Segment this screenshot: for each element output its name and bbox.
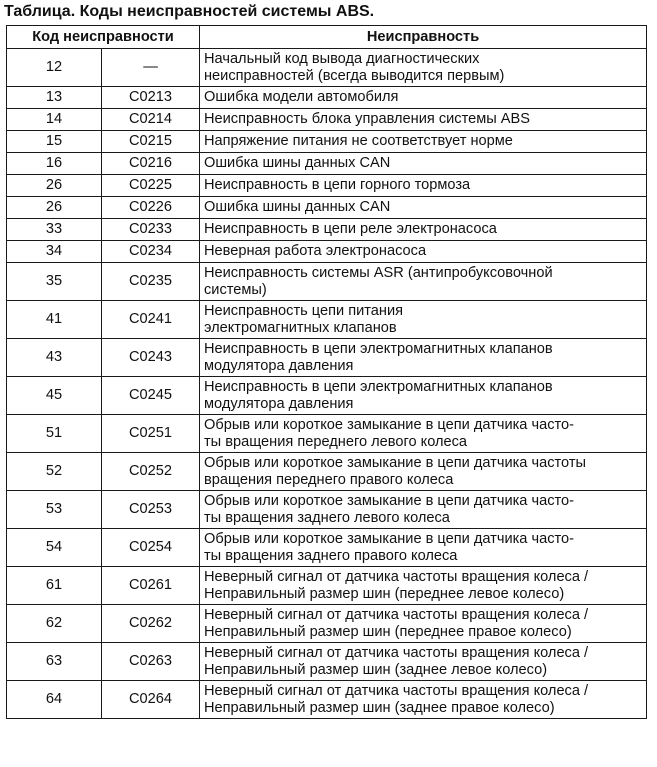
fault-code-cell: C0254 bbox=[102, 529, 200, 567]
fault-description-cell bbox=[200, 301, 647, 339]
row-number-cell: 12 bbox=[7, 49, 102, 87]
fault-description-cell bbox=[200, 415, 647, 453]
table-row bbox=[7, 415, 647, 453]
description-line: ты вращения заднего левого колеса bbox=[204, 509, 450, 526]
header-fault: Неисправность bbox=[200, 26, 647, 49]
row-number-cell: 53 bbox=[7, 491, 102, 529]
description-line: электромагнитных клапанов bbox=[204, 319, 397, 336]
fault-description-cell bbox=[200, 491, 647, 529]
description-line: Обрыв или короткое замыкание в цепи датчика часто- bbox=[204, 530, 574, 547]
description-line: модулятора давления bbox=[204, 395, 354, 412]
fault-code-cell: C0216 bbox=[102, 153, 200, 175]
row-number-cell: 52 bbox=[7, 453, 102, 491]
fault-description-cell bbox=[200, 175, 647, 197]
description-line: Неисправность системы ASR (антипробуксовочной bbox=[204, 264, 553, 281]
fault-codes-table bbox=[6, 25, 647, 719]
fault-description-cell bbox=[200, 453, 647, 491]
fault-code-cell: — bbox=[102, 49, 200, 87]
fault-description-cell bbox=[200, 131, 647, 153]
table-row bbox=[7, 219, 647, 241]
description-line: Неправильный размер шин (переднее правое колесо) bbox=[204, 623, 572, 640]
fault-code-cell: C0253 bbox=[102, 491, 200, 529]
description-line: Обрыв или короткое замыкание в цепи датчика частоты bbox=[204, 454, 586, 471]
table-title: Таблица. Коды неисправностей системы ABS. bbox=[4, 3, 375, 20]
description-line: Неисправность цепи питания bbox=[204, 302, 404, 319]
row-number-cell: 26 bbox=[7, 175, 102, 197]
table-row bbox=[7, 491, 647, 529]
fault-description-cell bbox=[200, 153, 647, 175]
table-row bbox=[7, 109, 647, 131]
fault-code-cell: C0251 bbox=[102, 415, 200, 453]
fault-code-cell: C0226 bbox=[102, 197, 200, 219]
fault-code-cell: C0252 bbox=[102, 453, 200, 491]
row-number-cell: 62 bbox=[7, 605, 102, 643]
fault-description-cell bbox=[200, 605, 647, 643]
description-line: Неисправность в цепи электромагнитных клапанов bbox=[204, 378, 553, 395]
row-number-cell: 26 bbox=[7, 197, 102, 219]
row-number-cell: 15 bbox=[7, 131, 102, 153]
fault-description-cell bbox=[200, 529, 647, 567]
description-line: ты вращения заднего правого колеса bbox=[204, 547, 458, 564]
fault-description-cell bbox=[200, 377, 647, 415]
description-line: Неправильный размер шин (переднее левое колесо) bbox=[204, 585, 565, 602]
row-number-cell: 54 bbox=[7, 529, 102, 567]
description-line: Неверная работа электронасоса bbox=[204, 243, 427, 259]
description-line: Неверный сигнал от датчика частоты вращения колеса / bbox=[204, 644, 589, 661]
description-line: Обрыв или короткое замыкание в цепи датчика часто- bbox=[204, 416, 574, 433]
table-row bbox=[7, 241, 647, 263]
description-line: Неверный сигнал от датчика частоты вращения колеса / bbox=[204, 568, 589, 585]
description-line: неисправностей (всегда выводится первым) bbox=[204, 67, 505, 84]
row-number-cell: 41 bbox=[7, 301, 102, 339]
fault-description-cell bbox=[200, 109, 647, 131]
table-row bbox=[7, 605, 647, 643]
row-number-cell: 16 bbox=[7, 153, 102, 175]
table-row bbox=[7, 87, 647, 109]
description-line: Ошибка шины данных CAN bbox=[204, 155, 391, 171]
row-number-cell: 61 bbox=[7, 567, 102, 605]
description-line: системы) bbox=[204, 281, 267, 298]
description-line: Напряжение питания не соответствует норме bbox=[204, 133, 513, 149]
fault-code-cell: C0214 bbox=[102, 109, 200, 131]
fault-description-cell bbox=[200, 567, 647, 605]
row-number-cell: 45 bbox=[7, 377, 102, 415]
description-line: Неисправность в цепи реле электронасоса bbox=[204, 221, 497, 237]
fault-description-cell bbox=[200, 681, 647, 719]
description-line: Начальный код вывода диагностических bbox=[204, 50, 480, 67]
table-row bbox=[7, 567, 647, 605]
fault-code-cell: C0235 bbox=[102, 263, 200, 301]
description-line: Неправильный размер шин (заднее левое колесо) bbox=[204, 661, 548, 678]
table-row bbox=[7, 643, 647, 681]
description-line: Неисправность в цепи электромагнитных клапанов bbox=[204, 340, 553, 357]
fault-description-cell bbox=[200, 219, 647, 241]
row-number-cell: 33 bbox=[7, 219, 102, 241]
description-line: ты вращения переднего левого колеса bbox=[204, 433, 468, 450]
table-row bbox=[7, 49, 647, 87]
table-row bbox=[7, 131, 647, 153]
fault-code-cell: C0225 bbox=[102, 175, 200, 197]
fault-code-cell: C0234 bbox=[102, 241, 200, 263]
description-line: Ошибка шины данных CAN bbox=[204, 199, 391, 215]
description-line: Неисправность в цепи горного тормоза bbox=[204, 177, 471, 193]
fault-code-cell: C0263 bbox=[102, 643, 200, 681]
fault-description-cell bbox=[200, 643, 647, 681]
table-header-row bbox=[7, 26, 647, 49]
table-row bbox=[7, 681, 647, 719]
fault-code-cell: C0233 bbox=[102, 219, 200, 241]
header-code: Код неисправности bbox=[7, 26, 200, 49]
table-row bbox=[7, 197, 647, 219]
description-line: модулятора давления bbox=[204, 357, 354, 374]
fault-description-cell bbox=[200, 339, 647, 377]
row-number-cell: 14 bbox=[7, 109, 102, 131]
fault-code-cell: C0241 bbox=[102, 301, 200, 339]
fault-description-cell bbox=[200, 49, 647, 87]
table-row bbox=[7, 529, 647, 567]
row-number-cell: 51 bbox=[7, 415, 102, 453]
table-row bbox=[7, 377, 647, 415]
description-line: вращения переднего правого колеса bbox=[204, 471, 454, 488]
description-line: Неправильный размер шин (заднее правое колесо) bbox=[204, 699, 555, 716]
fault-code-cell: C0213 bbox=[102, 87, 200, 109]
description-line: Неисправность блока управления системы ABS bbox=[204, 111, 530, 127]
description-line: Неверный сигнал от датчика частоты вращения колеса / bbox=[204, 606, 589, 623]
row-number-cell: 64 bbox=[7, 681, 102, 719]
fault-code-cell: C0243 bbox=[102, 339, 200, 377]
description-line: Обрыв или короткое замыкание в цепи датчика часто- bbox=[204, 492, 574, 509]
fault-code-cell: C0262 bbox=[102, 605, 200, 643]
fault-description-cell bbox=[200, 197, 647, 219]
fault-code-cell: C0215 bbox=[102, 131, 200, 153]
row-number-cell: 34 bbox=[7, 241, 102, 263]
row-number-cell: 35 bbox=[7, 263, 102, 301]
row-number-cell: 43 bbox=[7, 339, 102, 377]
table-row bbox=[7, 175, 647, 197]
description-line: Ошибка модели автомобиля bbox=[204, 89, 399, 105]
table-body bbox=[7, 49, 647, 719]
table-row bbox=[7, 263, 647, 301]
fault-description-cell bbox=[200, 241, 647, 263]
fault-code-cell: C0261 bbox=[102, 567, 200, 605]
row-number-cell: 13 bbox=[7, 87, 102, 109]
description-line: Неверный сигнал от датчика частоты вращения колеса / bbox=[204, 682, 589, 699]
table-row bbox=[7, 339, 647, 377]
fault-code-cell: C0264 bbox=[102, 681, 200, 719]
table-row bbox=[7, 453, 647, 491]
fault-description-cell bbox=[200, 87, 647, 109]
table-row bbox=[7, 153, 647, 175]
row-number-cell: 63 bbox=[7, 643, 102, 681]
fault-code-cell: C0245 bbox=[102, 377, 200, 415]
table-row bbox=[7, 301, 647, 339]
fault-description-cell bbox=[200, 263, 647, 301]
